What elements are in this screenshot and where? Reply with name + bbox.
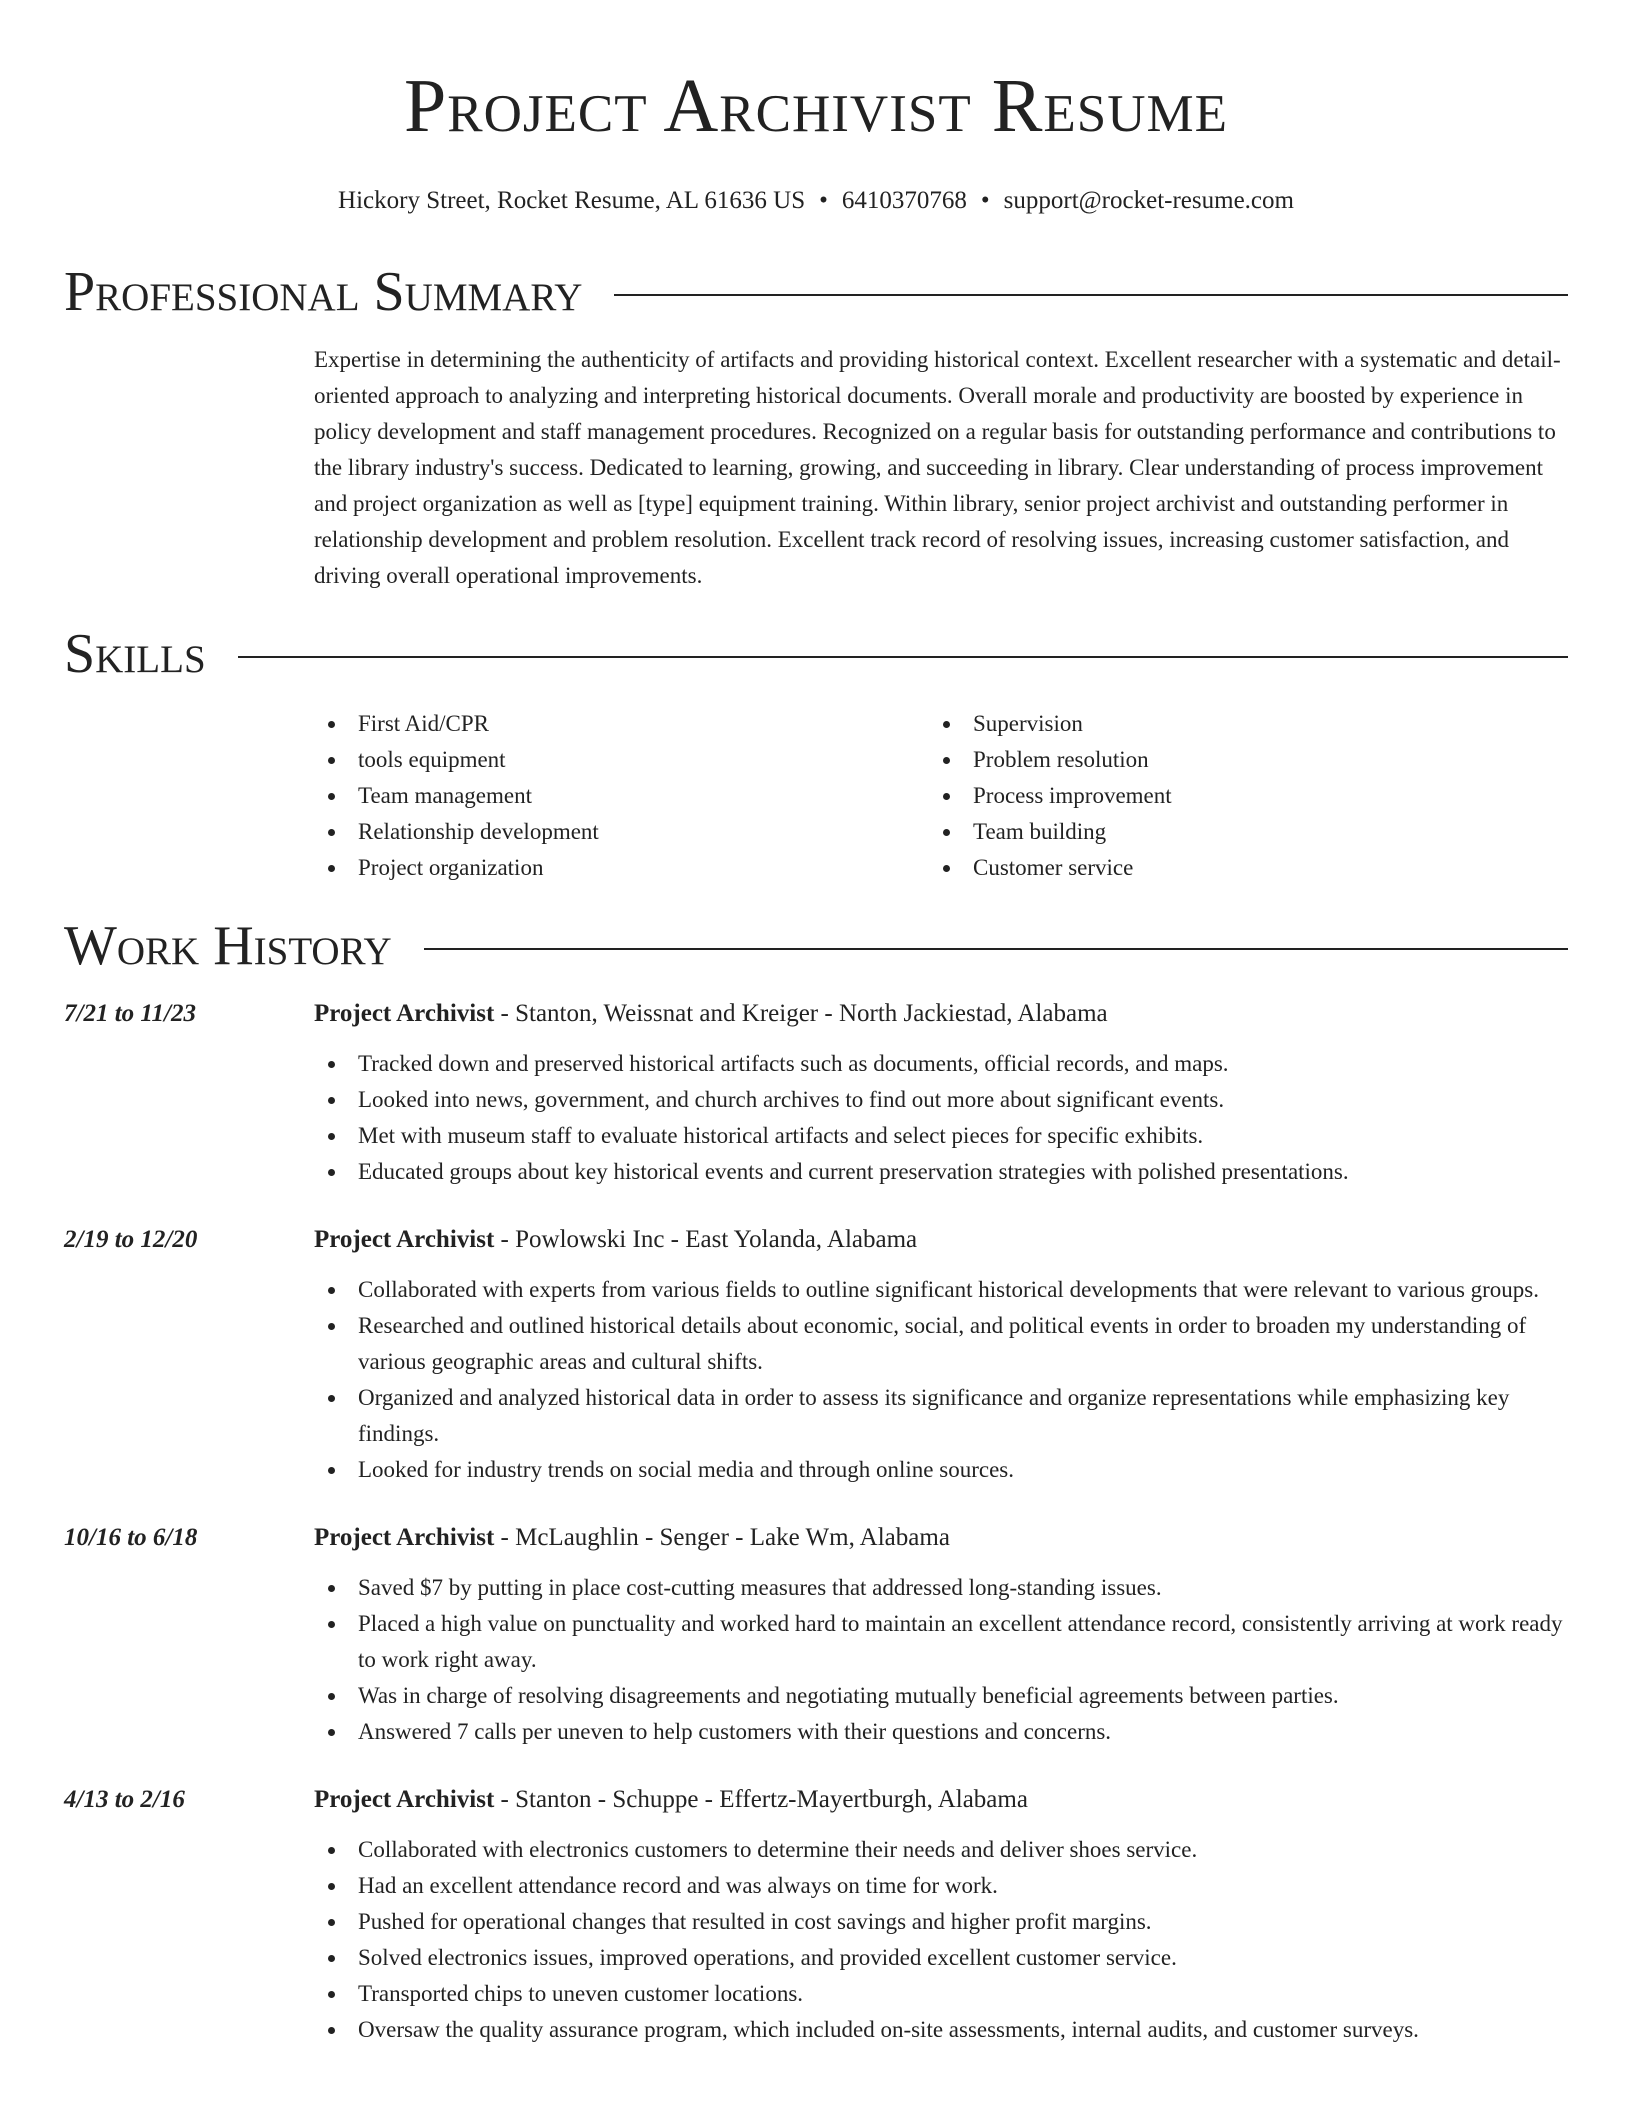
bullet-icon [328, 1847, 335, 1854]
skill-item: Relationship development [314, 814, 929, 850]
bullet-icon [328, 757, 335, 764]
bullet-icon [328, 1169, 335, 1176]
skills-list [314, 706, 1568, 886]
job-entry [64, 996, 1568, 1190]
job-title-line [314, 1782, 1568, 1818]
bullet-icon [328, 1919, 335, 1926]
work-section-header [64, 914, 1568, 978]
skill-item: Supervision [929, 706, 1544, 742]
bullet-icon [328, 793, 335, 800]
list-item: Researched and outlined historical details about economic, social, and political events in order to broaden my understanding of various geographic areas and cultural shifts. [314, 1308, 1568, 1380]
bullet-icon [328, 865, 335, 872]
skill-item: Customer service [929, 850, 1544, 886]
section-divider [424, 948, 1568, 950]
bullet-icon [328, 1061, 335, 1068]
bullet-icon [328, 1133, 335, 1140]
bullet-icon [328, 1991, 335, 1998]
separator: • [819, 187, 828, 214]
list-item: Placed a high value on punctuality and worked hard to maintain an excellent attendance record, consistently arriving at work ready to work right away. [314, 1606, 1568, 1678]
list-item: Solved electronics issues, improved operations, and provided excellent customer service. [314, 1940, 1568, 1976]
job-role: Project Archivist [314, 1226, 495, 1253]
skills-column-right [929, 706, 1544, 886]
bullet-icon [328, 1585, 335, 1592]
skill-item: tools equipment [314, 742, 929, 778]
job-entry [64, 1222, 1568, 1488]
list-item: Had an excellent attendance record and was always on time for work. [314, 1868, 1568, 1904]
job-entry [64, 1520, 1568, 1750]
summary-text: Expertise in determining the authenticity of artifacts and providing historical context. Excellent researcher with a systematic and detail-oriented approach to analyzing and interpreting historical documents. Overall morale and productivity are boosted by experience in policy development and staff management procedures. Recognized on a regular basis for outstanding performance and contributions to the library industry's success. Dedicated to learning, growing, and succeeding in library. Clear understanding of process improvement and project organization as well as [type] equipment training. Within library, senior project archivist and outstanding performer in relationship development and problem resolution. Excellent track record of resolving issues, increasing customer satisfaction, and driving overall operational improvements. [314, 347, 1561, 588]
skill-item: Problem resolution [929, 742, 1544, 778]
page-title: Project Archivist Resume [403, 64, 1229, 148]
bullet-icon [328, 2027, 335, 2034]
bullet-icon [328, 721, 335, 728]
skill-item: Process improvement [929, 778, 1544, 814]
job-employer: - Stanton, Weissnat and Kreiger - North Jackiestad, Alabama [494, 1000, 1108, 1027]
job-role: Project Archivist [314, 1786, 495, 1813]
job-entry [64, 1782, 1568, 2048]
skill-item: First Aid/CPR [314, 706, 929, 742]
bullet-icon [328, 829, 335, 836]
bullet-icon [328, 1955, 335, 1962]
job-employer: - Stanton - Schuppe - Effertz-Mayertburgh, Alabama [494, 1786, 1028, 1813]
skill-item: Team building [929, 814, 1544, 850]
bullet-icon [328, 1097, 335, 1104]
separator: • [980, 187, 990, 214]
job-bullets [314, 1046, 1568, 1190]
address: Hickory Street, Rocket Resume, AL 61636 US [338, 187, 806, 214]
bullet-icon [943, 721, 950, 728]
list-item: Educated groups about key historical events and current preservation strategies with polished presentations. [314, 1154, 1568, 1190]
list-item: Met with museum staff to evaluate historical artifacts and select pieces for specific exhibits. [314, 1118, 1568, 1154]
list-item: Was in charge of resolving disagreements and negotiating mutually beneficial agreements between parties. [314, 1678, 1568, 1714]
bullet-icon [328, 1693, 335, 1700]
skill-item: Team management [314, 778, 929, 814]
job-role: Project Archivist [314, 1000, 495, 1027]
skills-column-left [314, 706, 929, 886]
phone: 6410370768 [841, 187, 967, 214]
email: support@rocket-resume.com [1003, 187, 1294, 214]
skill-item: Project organization [314, 850, 929, 886]
list-item: Oversaw the quality assurance program, which included on-site assessments, internal audits, and customer surveys. [314, 2012, 1568, 2048]
job-bullets [314, 1272, 1568, 1488]
section-title-skills: Skills [64, 623, 206, 685]
section-title-work: Work History [64, 915, 392, 977]
list-item: Collaborated with experts from various fields to outline significant historical developments that were relevant to various groups. [314, 1272, 1568, 1308]
job-title-line [314, 1520, 1568, 1556]
job-bullets [314, 1832, 1568, 2048]
bullet-icon [943, 757, 950, 764]
list-item: Saved $7 by putting in place cost-cutting measures that addressed long-standing issues. [314, 1570, 1568, 1606]
job-dates: 4/13 to 2/16 [64, 1786, 185, 1813]
job-employer: - McLaughlin - Senger - Lake Wm, Alabama [494, 1524, 950, 1551]
job-title-line [314, 996, 1568, 1032]
bullet-icon [328, 1323, 335, 1330]
skills-section-header [64, 622, 1568, 686]
job-title-line [314, 1222, 1568, 1258]
bullet-icon [328, 1883, 335, 1890]
bullet-icon [328, 1287, 335, 1294]
job-dates: 7/21 to 11/23 [64, 1000, 196, 1027]
bullet-icon [328, 1729, 335, 1736]
bullet-icon [943, 829, 950, 836]
section-divider [238, 656, 1568, 658]
list-item: Looked for industry trends on social media and through online sources. [314, 1452, 1568, 1488]
bullet-icon [328, 1395, 335, 1402]
list-item: Answered 7 calls per uneven to help customers with their questions and concerns. [314, 1714, 1568, 1750]
list-item: Tracked down and preserved historical artifacts such as documents, official records, and maps. [314, 1046, 1568, 1082]
bullet-icon [328, 1621, 335, 1628]
summary-section-header [64, 260, 1568, 324]
bullet-icon [328, 1467, 335, 1474]
contact-line [64, 186, 1568, 216]
list-item: Collaborated with electronics customers to determine their needs and deliver shoes service. [314, 1832, 1568, 1868]
section-title-summary: Professional Summary [64, 261, 583, 323]
job-dates: 2/19 to 12/20 [64, 1226, 198, 1253]
section-divider [614, 294, 1568, 296]
list-item: Transported chips to uneven customer locations. [314, 1976, 1568, 2012]
job-dates: 10/16 to 6/18 [64, 1524, 198, 1551]
list-item: Looked into news, government, and church archives to find out more about significant events. [314, 1082, 1568, 1118]
job-role: Project Archivist [314, 1524, 495, 1551]
bullet-icon [943, 865, 950, 872]
list-item: Organized and analyzed historical data in order to assess its significance and organize representations while emphasizing key findings. [314, 1380, 1568, 1452]
job-employer: - Powlowski Inc - East Yolanda, Alabama [494, 1226, 918, 1253]
list-item: Pushed for operational changes that resulted in cost savings and higher profit margins. [314, 1904, 1568, 1940]
bullet-icon [943, 793, 950, 800]
job-bullets [314, 1570, 1568, 1750]
